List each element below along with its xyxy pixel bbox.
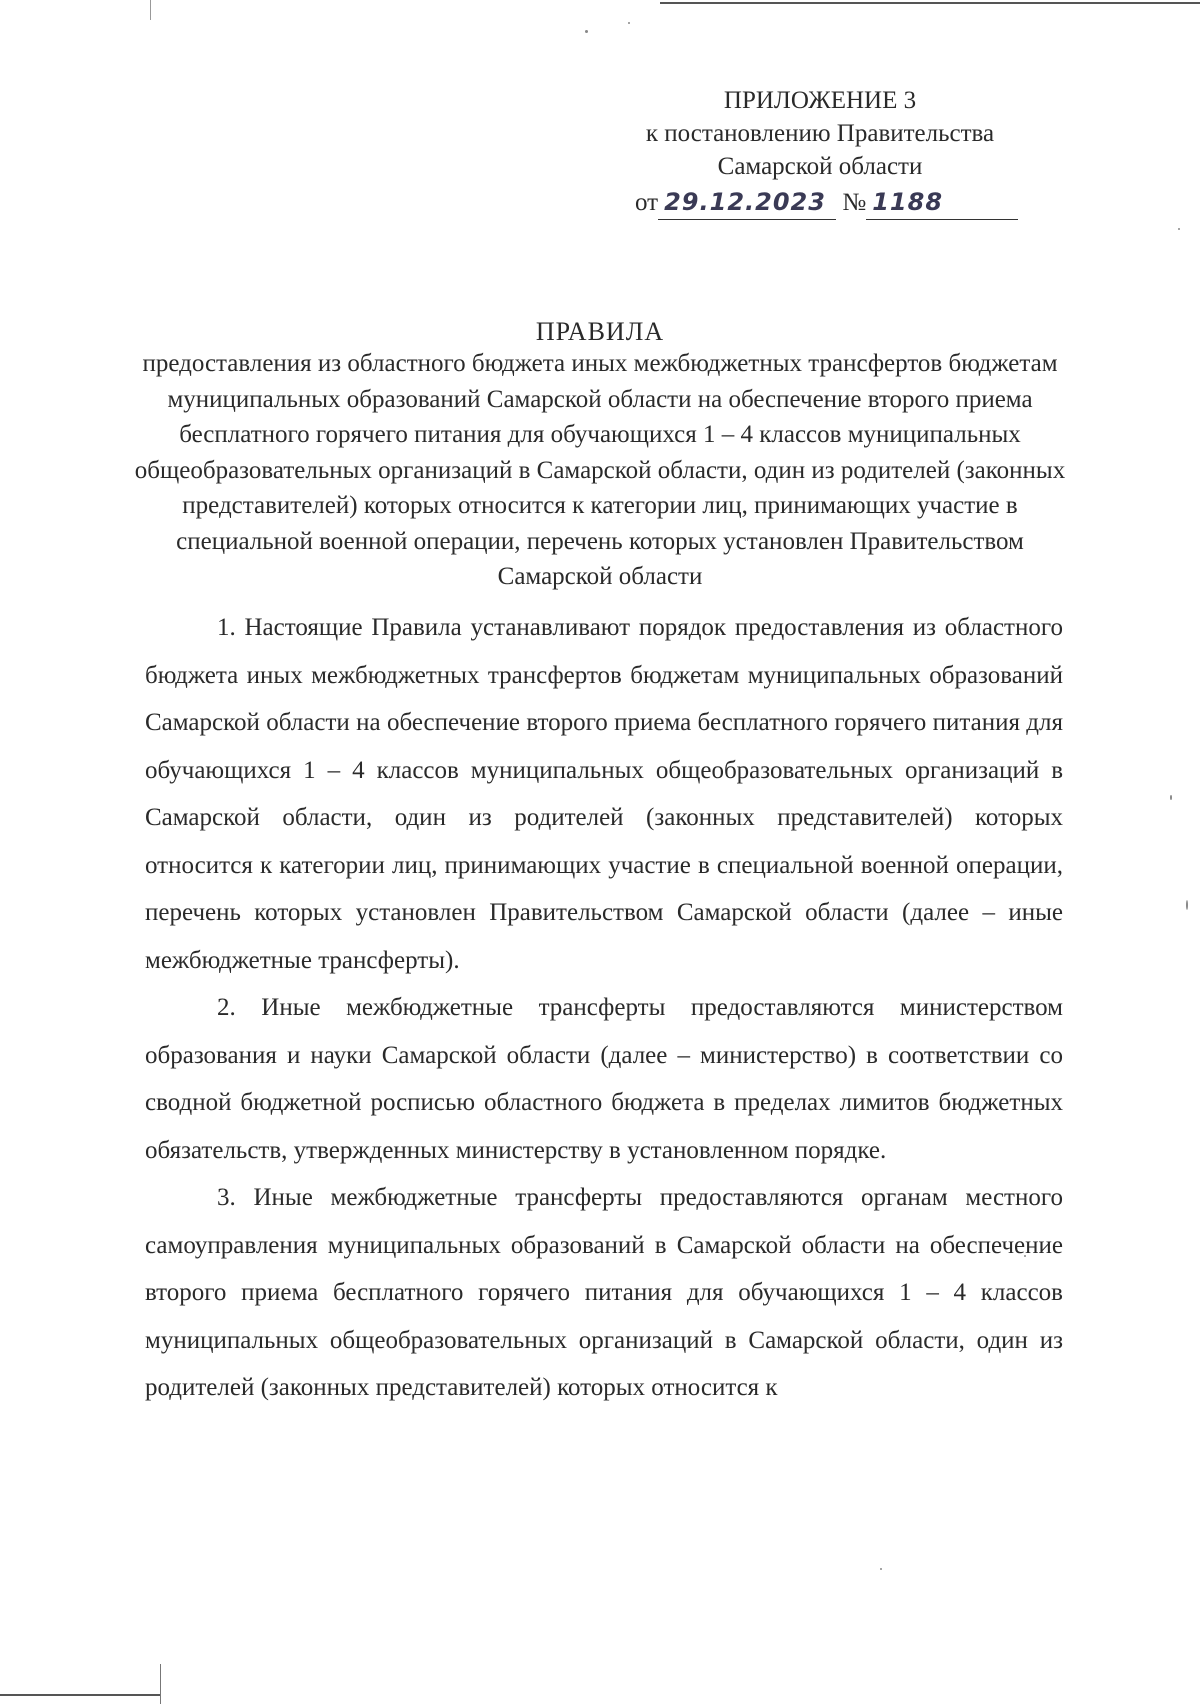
handwritten-number: 1188 [872,188,944,216]
scan-artifact-left [150,0,151,20]
scan-artifact-bottom-vertical [160,1664,161,1704]
document-body [145,604,1063,1412]
document-subtitle: предоставления из областного бюджета иных межбюджетных трансфертов бюджетам муниципальных образований Самарской области на обеспечение второго приема бесплатного горячего питания для обучающихся 1 – 4 классов муниципальных общеобразовательных организаций в Самарской области, один из родителей (законных представителей) которых относится к категории лиц, принимающих участие в специальной военной операции, перечень которых установлен Правительством Самарской области [134,350,1066,590]
number-field [866,186,1018,220]
appendix-header [600,84,1040,183]
scan-speck [1178,228,1180,230]
scan-speck [1170,795,1172,800]
handwritten-date: 29.12.2023 [664,188,826,216]
number-prefix: № [842,189,867,216]
date-prefix: от [635,189,659,216]
scan-artifact-top [660,2,1200,4]
scan-artifact-bottom [0,1694,160,1696]
scan-speck [628,22,630,24]
date-field [658,186,836,220]
paragraph-1: 1. Настоящие Правила устанавливают порядок предоставления из областного бюджета иных межбюджетных трансфертов бюджетам муниципальных образований Самарской области на обеспечение второго приема бесплатного горячего питания для обучающихся 1 – 4 классов муниципальных общеобразовательных организаций в Самарской области, один из родителей (законных представителей) которых относится к категории лиц, принимающих участие в специальной военной операции, перечень которых установлен Правительством Самарской области (далее – иные межбюджетные трансферты). [145,614,1063,974]
appendix-reference: к постановлению Правительства [645,120,995,147]
scan-speck [585,30,588,33]
document-title: ПРАВИЛА [535,317,665,346]
scan-speck [1186,900,1188,910]
decree-date-number [635,186,1055,220]
paragraph-2: 2. Иные межбюджетные трансферты предоставляются министерством образования и науки Самарской области (далее – министерство) в соответствии со сводной бюджетной росписью областного бюджета в пределах лимитов бюджетных обязательств, утвержденных министерству в установленном порядке. [145,994,1063,1164]
scan-speck [880,1568,882,1570]
appendix-region: Самарской области [717,153,923,180]
paragraph-3: 3. Иные межбюджетные трансферты предоставляются органам местного самоуправления муниципальных образований в Самарской области на обеспечение второго приема бесплатного горячего питания для обучающихся 1 – 4 классов муниципальных общеобразовательных организаций в Самарской области, один из родителей (законных представителей) которых относится к [145,1184,1063,1401]
appendix-title: ПРИЛОЖЕНИЕ 3 [723,87,917,114]
